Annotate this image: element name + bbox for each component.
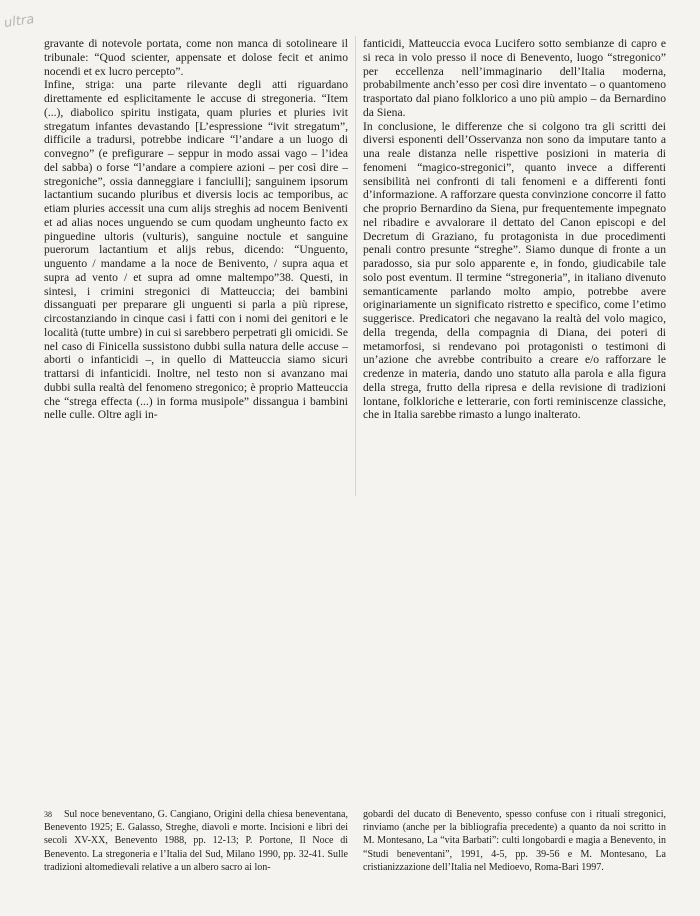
footnote-right [363, 808, 666, 874]
left-paragraph-2: Infine, striga: una parte rilevante degli atti riguardano direttamente ed esplicitamente le accuse di stregoneria. “Item (...), diabolico spiritu instigata, quam pluries et pluries ivit stregatum infantes devastando [L’espressione “ivit stregatum”, difficile a tradursi, potrebbe indicare “l’andare a un luogo di convegno” (e prefigurare – seppur in modo assai vago – l’idea del sabba) o forse “l’andare a compiere azioni – per così dire – stregoniche”, ossia danneggiare i fanciulli]; sanguinem ipsorum lactantium sucando pluribus et diversis locis ac temporibus, ac etiam pluries accessit una cum alijs streghis ad nocem Beniventi et ad alias noces unguendo se cum quodam ungheunto facto ex pinguedine ultoris (vulturis), sanguine noctule et sanguine puerorum lactantium et alijs rebus, dicendo: “Unguento, unguento / mandame a la noce de Benivento, / supra aqua et supra ad vento / et supra ad omne maltempo”38. Questi, in sintesi, i crimini stregonici di Matteuccia; dei bambini dissanguati per preparare gli unguenti si parla a più riprese, circostanziando in cinque casi i fatti con i nomi dei genitori e le località (tutte umbre) in cui si sarebbero perpetrati gli omicidi. Se nel caso di Finicella sussistono dubbi sulla natura delle accuse – aborti o infanticidi –, in quello di Matteuccia siamo sicuri trattarsi di infanticidi. Inoltre, nel testo non si avanzano mai dubbi sulla realtà del fenomeno stregonico; è proprio Matteuccia che “strega effecta (...) in forma musipole” dissangua i bambini nelle culle. Oltre agli in- [44, 78, 348, 422]
right-paragraph-1: fanticidi, Matteuccia evoca Lucifero sotto sembianze di capro e si reca in volo presso il noce di Benevento, luogo “stregonico” per eccellenza nell’immaginario dell’Italia moderna, probabilmente anch’esso per così dire inventato – o quantomeno trasportato dal piano folklorico a uno più ampio – da Bernardino da Siena. [363, 37, 666, 119]
footnote-left [44, 808, 348, 874]
left-paragraph-1: gravante di notevole portata, come non manca di sotolineare il tribunale: “Quod scienter, appensate et dolose fecit et animo nocendi et ex lucro percepto”. [44, 37, 348, 78]
footnote-right-text: gobardi del ducato di Benevento, spesso confuse con i rituali stregonici, rinviamo (anche per la bibliografia precedente) a quanto da noi scritto in M. Montesano, La “vita Barbati”: culti longobardi e magia a Benevento, in “Studi beneventani”, 1991, 4-5, pp. 39-56 e M. Montesano, La cristianizzazione dell’Italia nel Medioevo, Roma-Bari 1997. [363, 809, 666, 873]
column-divider [355, 36, 356, 496]
left-column [44, 37, 348, 422]
handwritten-margin-note: ultra [3, 11, 36, 32]
footnote-left-text: Sul noce beneventano, G. Cangiano, Origini della chiesa beneventana, Benevento 1925; E. Galasso, Streghe, diavoli e morte. Incisioni e libri dei secoli XV-XX, Benevento 1988, pp. 12-13; P. Portone, Il Noce di Benevento. La stregoneria e l’Italia del Sud, Milano 1990, pp. 32-41. Sulle tradizioni altomedievali relative a un albero sacro ai lon- [44, 809, 348, 873]
right-paragraph-2: In conclusione, le differenze che si colgono tra gli scritti dei diversi esponenti dell’Osservanza non sono da imputare tanto a una reale distanza nelle rispettive posizioni in materia di fenomeni “magico-stregonici”, quanto invece a differenti sensibilità nei confronti di tali fenomeni e a differenti fonti d’informazione. A rafforzare questa convinzione concorre il fatto che proprio Bernardino da Siena, pur frequentemente impegnato nel ribadire e avvalorare il dettato del Canon episcopi e del Decretum di Graziano, fu protagonista in due procedimenti penali contro presunte “streghe”. Siamo dunque di fronte a un paradosso, sia pur solo apparente e, in fondo, giudicabile tale solo post eventum. Il termine “stregoneria”, in italiano divenuto semanticamente parlando molto ampio, potrebbe avere originariamente un significato ristretto e specifico, come l’etimo suggerisce. Predicatori che negavano la realtà del volo magico, della tregenda, della compagnia di Diana, dei poteri di metamorfosi, si rendevano poi protagonisti o testimoni di un’azione che avrebbe contribuito a creare e/o rafforzare le credenze in materia, dando uno statuto alla parola e alla figura della strega, frutto della ripresa e della revisione di tradizioni lontane, folkloriche e letterarie, con forti reminiscenze classiche, che in Italia sarebbe rimasto a lungo inalterato. [363, 119, 666, 422]
footnote-number: 38 [44, 810, 52, 819]
right-column [363, 37, 666, 422]
